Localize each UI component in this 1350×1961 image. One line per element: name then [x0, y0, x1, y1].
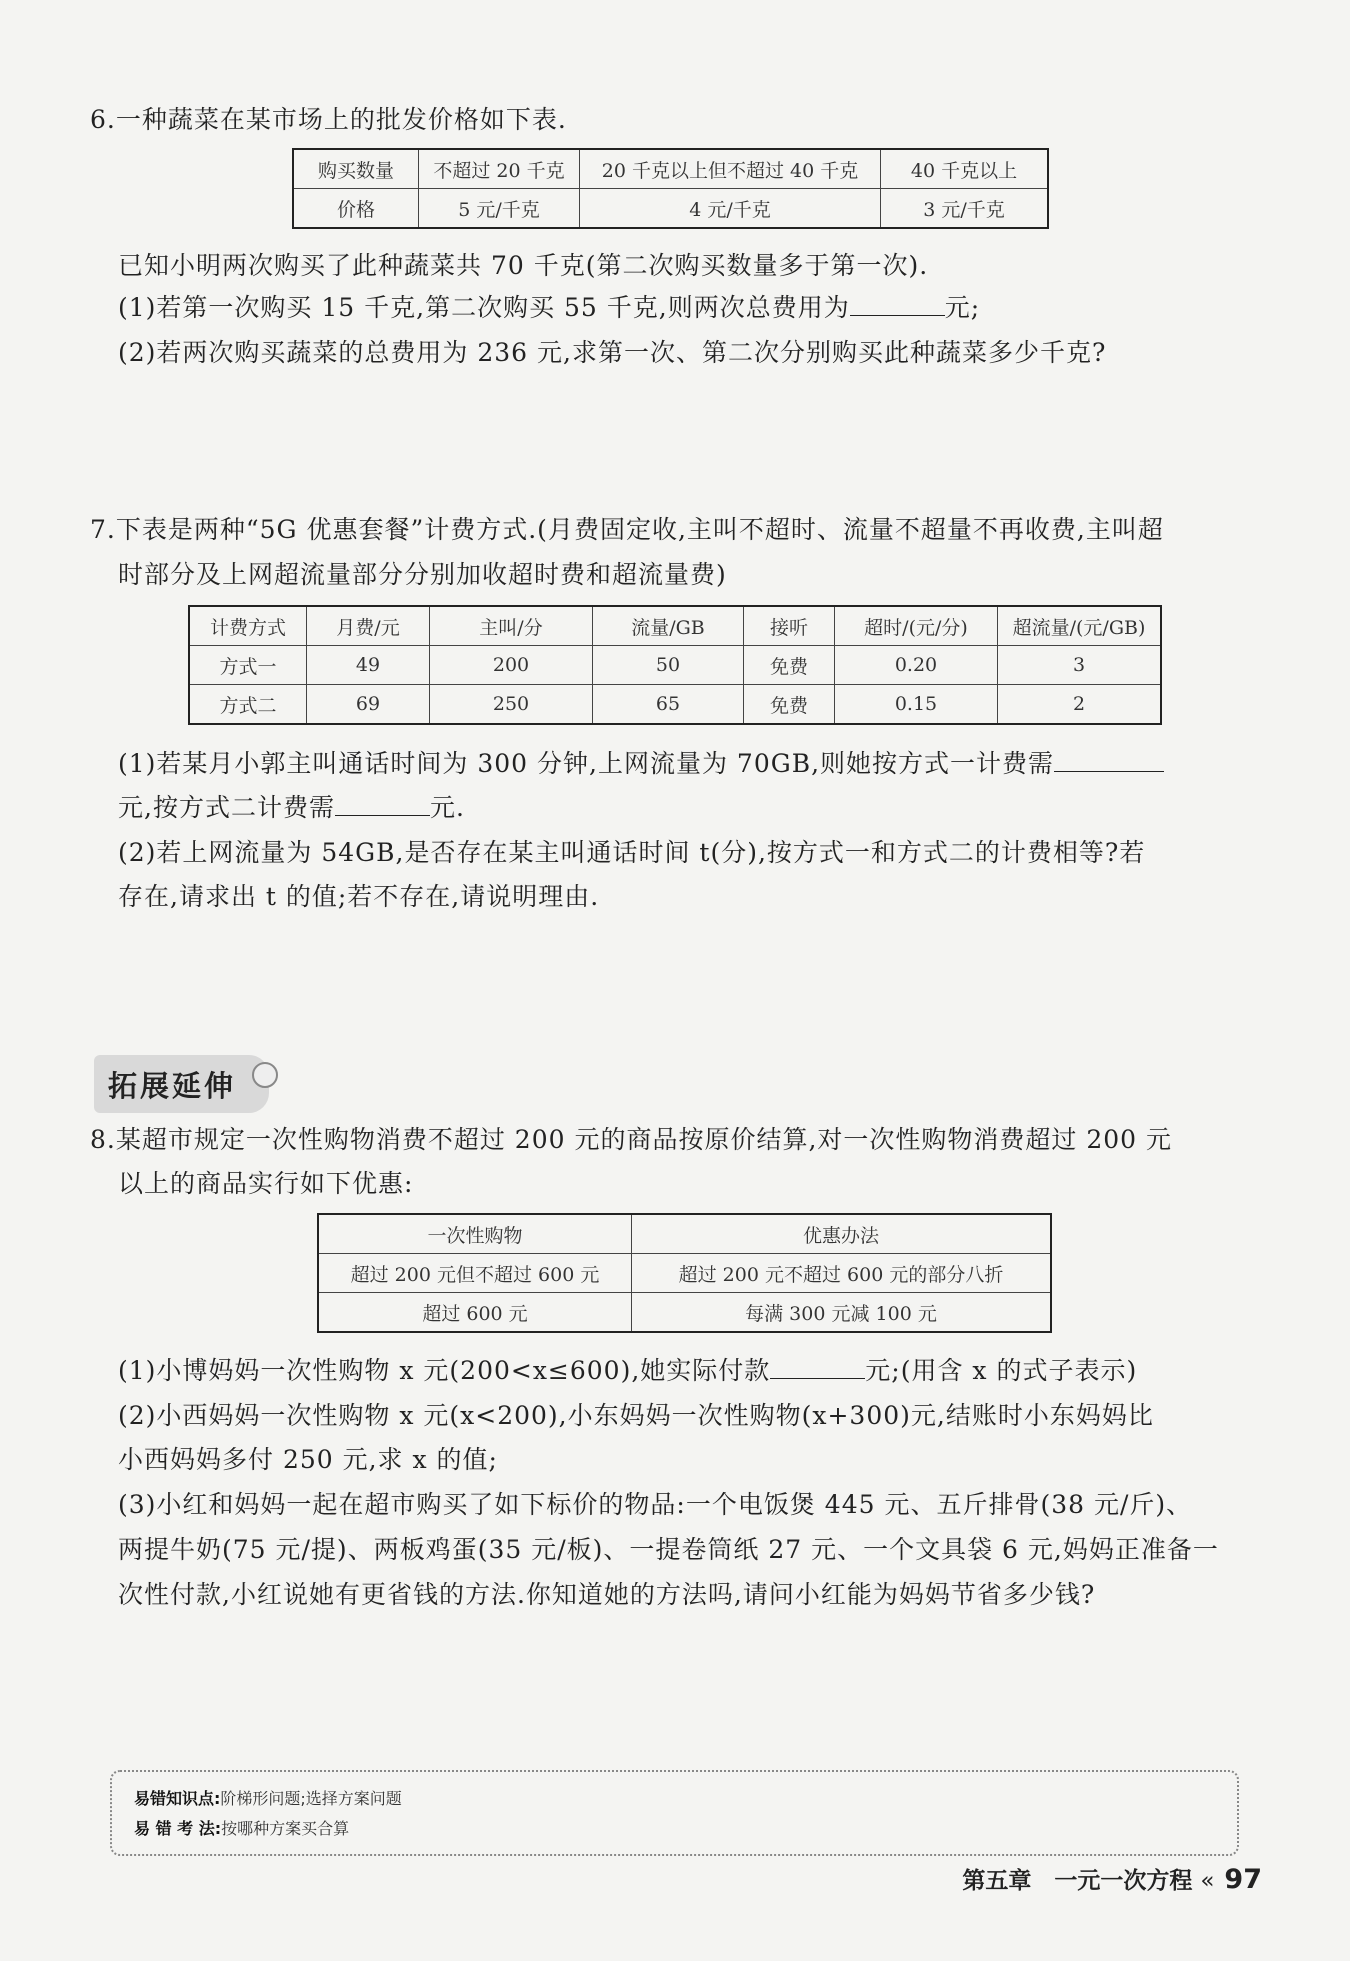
table-row: [318, 1293, 1051, 1333]
table-cell: 3 元/千克: [881, 189, 1049, 229]
notes-line-2: [134, 1816, 349, 1839]
answer-blank[interactable]: [850, 293, 945, 316]
q8-line3: [118, 1354, 1137, 1388]
q8-line5: 小西妈妈多付 250 元,求 x 的值;: [118, 1445, 498, 1474]
table-cell: 流量/GB: [593, 606, 744, 646]
chapter-title: 第五章 一元一次方程: [962, 1868, 1193, 1894]
q6-line2: [118, 291, 980, 325]
section-tag-extension: 拓展延伸: [94, 1055, 269, 1113]
q8-line8: 次性付款,小红说她有更省钱的方法.你知道她的方法吗,请问小红能为妈妈节省多少钱?: [118, 1580, 1096, 1609]
q7-line5: (2)若上网流量为 54GB,是否存在某主叫通话时间 t(分),按方式一和方式二的计费相等?若: [118, 838, 1146, 867]
table-cell: 一次性购物: [318, 1214, 632, 1254]
table-cell: 40 千克以上: [881, 149, 1049, 189]
q8-line3-unit: 元;(用含 x 的式子表示): [865, 1356, 1138, 1385]
table-cell: 月费/元: [307, 606, 430, 646]
q8-discount-table: [317, 1213, 1052, 1333]
q8-line4: (2)小西妈妈一次性购物 x 元(x<200),小东妈妈一次性购物(x+300)元,结账时小东妈妈比: [118, 1401, 1154, 1430]
q7-line3-text: (1)若某月小郭主叫通话时间为 300 分钟,上网流量为 70GB,则她按方式一计费需: [118, 749, 1055, 778]
table-row: [189, 646, 1161, 685]
table-cell: 主叫/分: [430, 606, 593, 646]
table-cell: 69: [307, 685, 430, 725]
notes-label-2: 易 错 考 法:: [134, 1819, 222, 1838]
q8-line7: 两提牛奶(75 元/提)、两板鸡蛋(35 元/板)、一提卷筒纸 27 元、一个文具袋 6 元,妈妈正准备一: [118, 1535, 1219, 1564]
notes-text-2: 按哪种方案买合算: [221, 1819, 350, 1838]
answer-blank[interactable]: [1054, 749, 1164, 772]
q7-line1: 7.下表是两种“5G 优惠套餐”计费方式.(月费固定收,主叫不超时、流量不超量不再收费,主叫超: [90, 515, 1164, 544]
q7-line6: 存在,请求出 t 的值;若不存在,请说明理由.: [118, 882, 600, 911]
table-cell: 超过 200 元但不超过 600 元: [318, 1254, 632, 1293]
q7-line4: [118, 791, 465, 825]
answer-blank[interactable]: [770, 1356, 865, 1379]
q7-line4-unit: 元.: [429, 793, 465, 822]
table-cell: 5 元/千克: [419, 189, 580, 229]
answer-blank[interactable]: [335, 793, 430, 816]
table-cell: 0.20: [835, 646, 998, 685]
table-row: [189, 685, 1161, 725]
table-cell: 价格: [293, 189, 419, 229]
table-cell: 不超过 20 千克: [419, 149, 580, 189]
table-row: [318, 1254, 1051, 1293]
table-cell: 优惠办法: [632, 1214, 1052, 1254]
table-cell: 3: [998, 646, 1162, 685]
lightbulb-icon: [252, 1062, 278, 1088]
table-cell: 计费方式: [189, 606, 307, 646]
table-cell: 超过 600 元: [318, 1293, 632, 1333]
chevron-left-icon: «: [1200, 1868, 1215, 1894]
table-cell: 50: [593, 646, 744, 685]
table-cell: 免费: [744, 646, 835, 685]
q7-plan-table: [188, 605, 1162, 725]
table-cell: 20 千克以上但不超过 40 千克: [580, 149, 881, 189]
q8-line1: 8.某超市规定一次性购物消费不超过 200 元的商品按原价结算,对一次性购物消费超过 200 元: [90, 1125, 1173, 1154]
table-row: [293, 149, 1048, 189]
q6-line2-text: (1)若第一次购买 15 千克,第二次购买 55 千克,则两次总费用为: [118, 293, 850, 322]
q8-line6: (3)小红和妈妈一起在超市购买了如下标价的物品:一个电饭煲 445 元、五斤排骨(38 元/斤)、: [118, 1490, 1193, 1519]
table-cell: 250: [430, 685, 593, 725]
table-cell: 超时/(元/分): [835, 606, 998, 646]
notes-line-1: [134, 1786, 402, 1809]
table-cell: 65: [593, 685, 744, 725]
table-cell: 49: [307, 646, 430, 685]
notes-label-1: 易错知识点:: [134, 1789, 221, 1808]
q7-line2: 时部分及上网超流量部分分别加收超时费和超流量费): [118, 560, 727, 589]
table-cell: 免费: [744, 685, 835, 725]
page-footer: [962, 1862, 1262, 1895]
table-cell: 方式二: [189, 685, 307, 725]
table-cell: 接听: [744, 606, 835, 646]
q6-price-table: [292, 148, 1049, 229]
q6-line1: 已知小明两次购买了此种蔬菜共 70 千克(第二次购买数量多于第一次).: [118, 251, 929, 280]
notes-text-1: 阶梯形问题;选择方案问题: [220, 1789, 402, 1808]
table-cell: 200: [430, 646, 593, 685]
q6-title: 6.一种蔬菜在某市场上的批发价格如下表.: [90, 105, 567, 134]
table-cell: 超流量/(元/GB): [998, 606, 1162, 646]
page-number: 97: [1224, 1864, 1262, 1895]
q8-line3-text: (1)小博妈妈一次性购物 x 元(200<x≤600),她实际付款: [118, 1356, 771, 1385]
q7-line3: [118, 747, 1164, 781]
table-cell: 0.15: [835, 685, 998, 725]
error-notes-box: [110, 1770, 1239, 1856]
q6-line2-unit: 元;: [944, 293, 981, 322]
q8-line2: 以上的商品实行如下优惠:: [118, 1169, 414, 1198]
q6-line3: (2)若两次购买蔬菜的总费用为 236 元,求第一次、第二次分别购买此种蔬菜多少千克?: [118, 338, 1107, 367]
table-cell: 购买数量: [293, 149, 419, 189]
table-cell: 方式一: [189, 646, 307, 685]
table-row: [293, 189, 1048, 229]
table-row: [318, 1214, 1051, 1254]
table-cell: 每满 300 元减 100 元: [632, 1293, 1052, 1333]
table-row: [189, 606, 1161, 646]
table-cell: 2: [998, 685, 1162, 725]
table-cell: 4 元/千克: [580, 189, 881, 229]
table-cell: 超过 200 元不超过 600 元的部分八折: [632, 1254, 1052, 1293]
q7-line4-text: 元,按方式二计费需: [118, 793, 335, 822]
